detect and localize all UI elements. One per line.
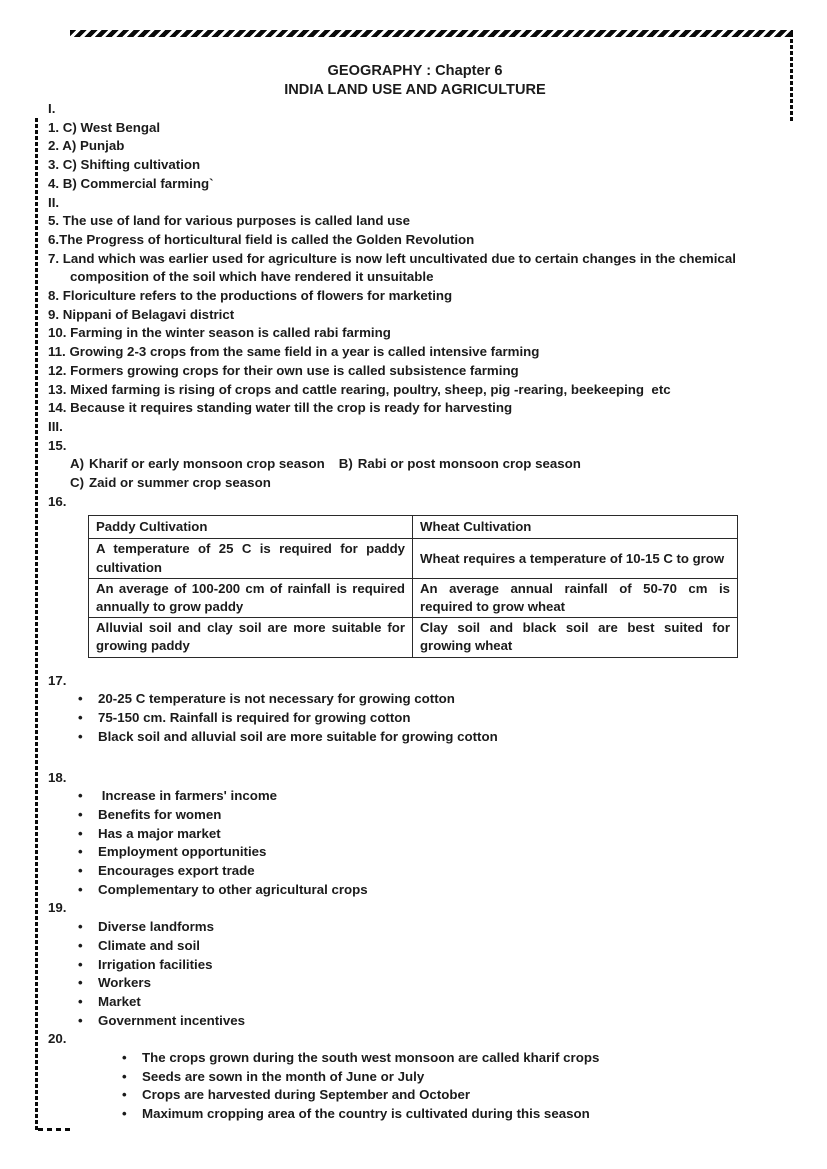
q18-bullet-1: Increase in farmers' income — [98, 788, 278, 804]
answer-line-3: 3. C) Shifting cultivation — [48, 157, 201, 173]
list-item — [48, 862, 748, 881]
list-item — [48, 918, 748, 937]
page-border-left — [35, 118, 38, 1130]
list-item — [48, 974, 748, 993]
answer-line-7: 7. Land which was earlier used for agriculture is now left uncultivated due to certain changes in the chemical — [48, 250, 736, 266]
q15-option-a-label: A) — [70, 456, 85, 472]
bullet-icon: • — [78, 881, 83, 897]
paddy-wheat-comparison-table — [88, 515, 738, 657]
bullet-icon: • — [78, 825, 83, 841]
q17-label: 17. — [48, 672, 67, 688]
q15-option-c-text: Zaid or summer crop season — [89, 475, 271, 491]
list-item — [48, 1086, 748, 1105]
document-title — [48, 62, 782, 100]
bullet-icon: • — [78, 844, 83, 860]
table-cell-paddy-soil: Alluvial soil and clay soil are more suitable for growing paddy — [89, 618, 413, 657]
q17-bullet-1: 20-25 C temperature is not necessary for growing cotton — [98, 691, 455, 707]
list-item — [48, 993, 748, 1012]
bullet-icon: • — [78, 956, 83, 972]
q17-bullet-3: Black soil and alluvial soil are more suitable for growing cotton — [98, 728, 498, 744]
bullet-icon: • — [78, 863, 83, 879]
bullet-icon: • — [78, 919, 83, 935]
q19-label: 19. — [48, 900, 67, 916]
answer-line-14: 14. Because it requires standing water till the crop is ready for harvesting — [48, 400, 513, 416]
q19-bullet-6: Government incentives — [98, 1012, 246, 1028]
table-cell-wheat-rainfall: An average annual rainfall of 50-70 cm is required to grow wheat — [413, 578, 738, 617]
list-item — [48, 1105, 748, 1124]
list-item — [48, 1068, 748, 1087]
page-border-right — [790, 33, 793, 121]
q15-option-c-label: C) — [70, 475, 85, 491]
answer-line-8: 8. Floriculture refers to the productions of flowers for marketing — [48, 288, 453, 304]
answer-line-7-continuation: composition of the soil which have rendered it unsuitable — [70, 269, 434, 285]
q19-bullet-1: Diverse landforms — [98, 919, 215, 935]
bullet-icon: • — [78, 710, 83, 726]
q20-bullet-2: Seeds are sown in the month of June or July — [142, 1068, 425, 1084]
table-row — [89, 578, 738, 617]
q19-bullet-2: Climate and soil — [98, 937, 200, 953]
document-content — [48, 62, 748, 1124]
list-item — [48, 937, 748, 956]
doc-title-line2: INDIA LAND USE AND AGRICULTURE — [284, 82, 546, 98]
bullet-icon: • — [78, 1012, 83, 1028]
bullet-icon: • — [122, 1087, 127, 1103]
bullet-icon: • — [78, 806, 83, 822]
q15-option-a-text: Kharif or early monsoon crop season — [89, 456, 325, 472]
bullet-icon: • — [78, 975, 83, 991]
q15-option-b-text: Rabi or post monsoon crop season — [357, 456, 581, 472]
list-item — [48, 1012, 748, 1031]
table-cell-paddy-rainfall: An average of 100-200 cm of rainfall is required annually to grow paddy — [89, 578, 413, 617]
section-heading-III: III. — [48, 418, 63, 434]
answer-line-4: 4. B) Commercial farming` — [48, 175, 214, 191]
table-header-paddy: Paddy Cultivation — [89, 516, 413, 539]
bullet-icon: • — [78, 691, 83, 707]
list-item — [48, 728, 748, 747]
q19-bullet-4: Workers — [98, 975, 151, 991]
bullet-icon: • — [78, 937, 83, 953]
answer-line-12: 12. Formers growing crops for their own use is called subsistence farming — [48, 362, 519, 378]
q18-bullet-4: Employment opportunities — [98, 844, 267, 860]
bullet-icon: • — [122, 1050, 127, 1066]
table-cell-paddy-temp: A temperature of 25 C is required for paddy cultivation — [89, 539, 413, 578]
answer-line-1: 1. C) West Bengal — [48, 119, 161, 135]
q15-label: 15. — [48, 437, 67, 453]
answer-line-5: 5. The use of land for various purposes is called land use — [48, 213, 411, 229]
table-row — [89, 618, 738, 657]
list-item — [48, 843, 748, 862]
q15-answer-c — [48, 474, 748, 493]
answer-line-10: 10. Farming in the winter season is called rabi farming — [48, 325, 391, 341]
page-border-top — [70, 30, 793, 37]
q19-bullet-3: Irrigation facilities — [98, 956, 213, 972]
q20-bullet-1: The crops grown during the south west monsoon are called kharif crops — [142, 1050, 600, 1066]
list-item — [48, 787, 748, 806]
answer-line-6: 6.The Progress of horticultural field is called the Golden Revolution — [48, 231, 475, 247]
table-cell-wheat-temp: Wheat requires a temperature of 10-15 C to grow — [413, 539, 738, 578]
list-item — [48, 1049, 748, 1068]
list-item — [48, 881, 748, 900]
answer-line-11: 11. Growing 2-3 crops from the same field in a year is called intensive farming — [48, 344, 540, 360]
bullet-icon: • — [78, 788, 83, 804]
q20-bullet-4: Maximum cropping area of the country is cultivated during this season — [142, 1106, 590, 1122]
q15-option-b-label: B) — [338, 456, 353, 472]
page-border-bottom — [38, 1128, 72, 1131]
q18-bullet-3: Has a major market — [98, 825, 221, 841]
answer-line-2: 2. A) Punjab — [48, 138, 125, 154]
table-header-row — [89, 516, 738, 539]
table-row — [89, 539, 738, 578]
bullet-icon: • — [78, 728, 83, 744]
answer-line-13: 13. Mixed farming is rising of crops and cattle rearing, poultry, sheep, pig -rearing, beekeeping etc — [48, 381, 671, 397]
table-cell-wheat-soil: Clay soil and black soil are best suited for growing wheat — [413, 618, 738, 657]
section-heading-II: II. — [48, 194, 60, 210]
q17-bullet-2: 75-150 cm. Rainfall is required for growing cotton — [98, 710, 411, 726]
bullet-icon: • — [122, 1106, 127, 1122]
list-item — [48, 690, 748, 709]
q18-label: 18. — [48, 769, 67, 785]
q20-label: 20. — [48, 1031, 67, 1047]
table-header-wheat: Wheat Cultivation — [413, 516, 738, 539]
list-item — [48, 825, 748, 844]
q18-bullet-6: Complementary to other agricultural crops — [98, 881, 368, 897]
q20-bullet-list — [48, 1049, 748, 1124]
bullet-icon: • — [122, 1068, 127, 1084]
q18-bullet-2: Benefits for women — [98, 806, 222, 822]
q16-label: 16. — [48, 493, 67, 509]
q15-answer-ab — [48, 455, 748, 474]
bullet-icon: • — [78, 993, 83, 1009]
q20-bullet-3: Crops are harvested during September and October — [142, 1087, 471, 1103]
answer-line-9: 9. Nippani of Belagavi district — [48, 306, 235, 322]
list-item — [48, 806, 748, 825]
section-heading-I: I. — [48, 101, 56, 116]
q18-bullet-5: Encourages export trade — [98, 863, 255, 879]
list-item — [48, 709, 748, 728]
q19-bullet-5: Market — [98, 993, 141, 1009]
doc-title-line1: GEOGRAPHY : Chapter 6 — [327, 63, 503, 79]
list-item — [48, 956, 748, 975]
